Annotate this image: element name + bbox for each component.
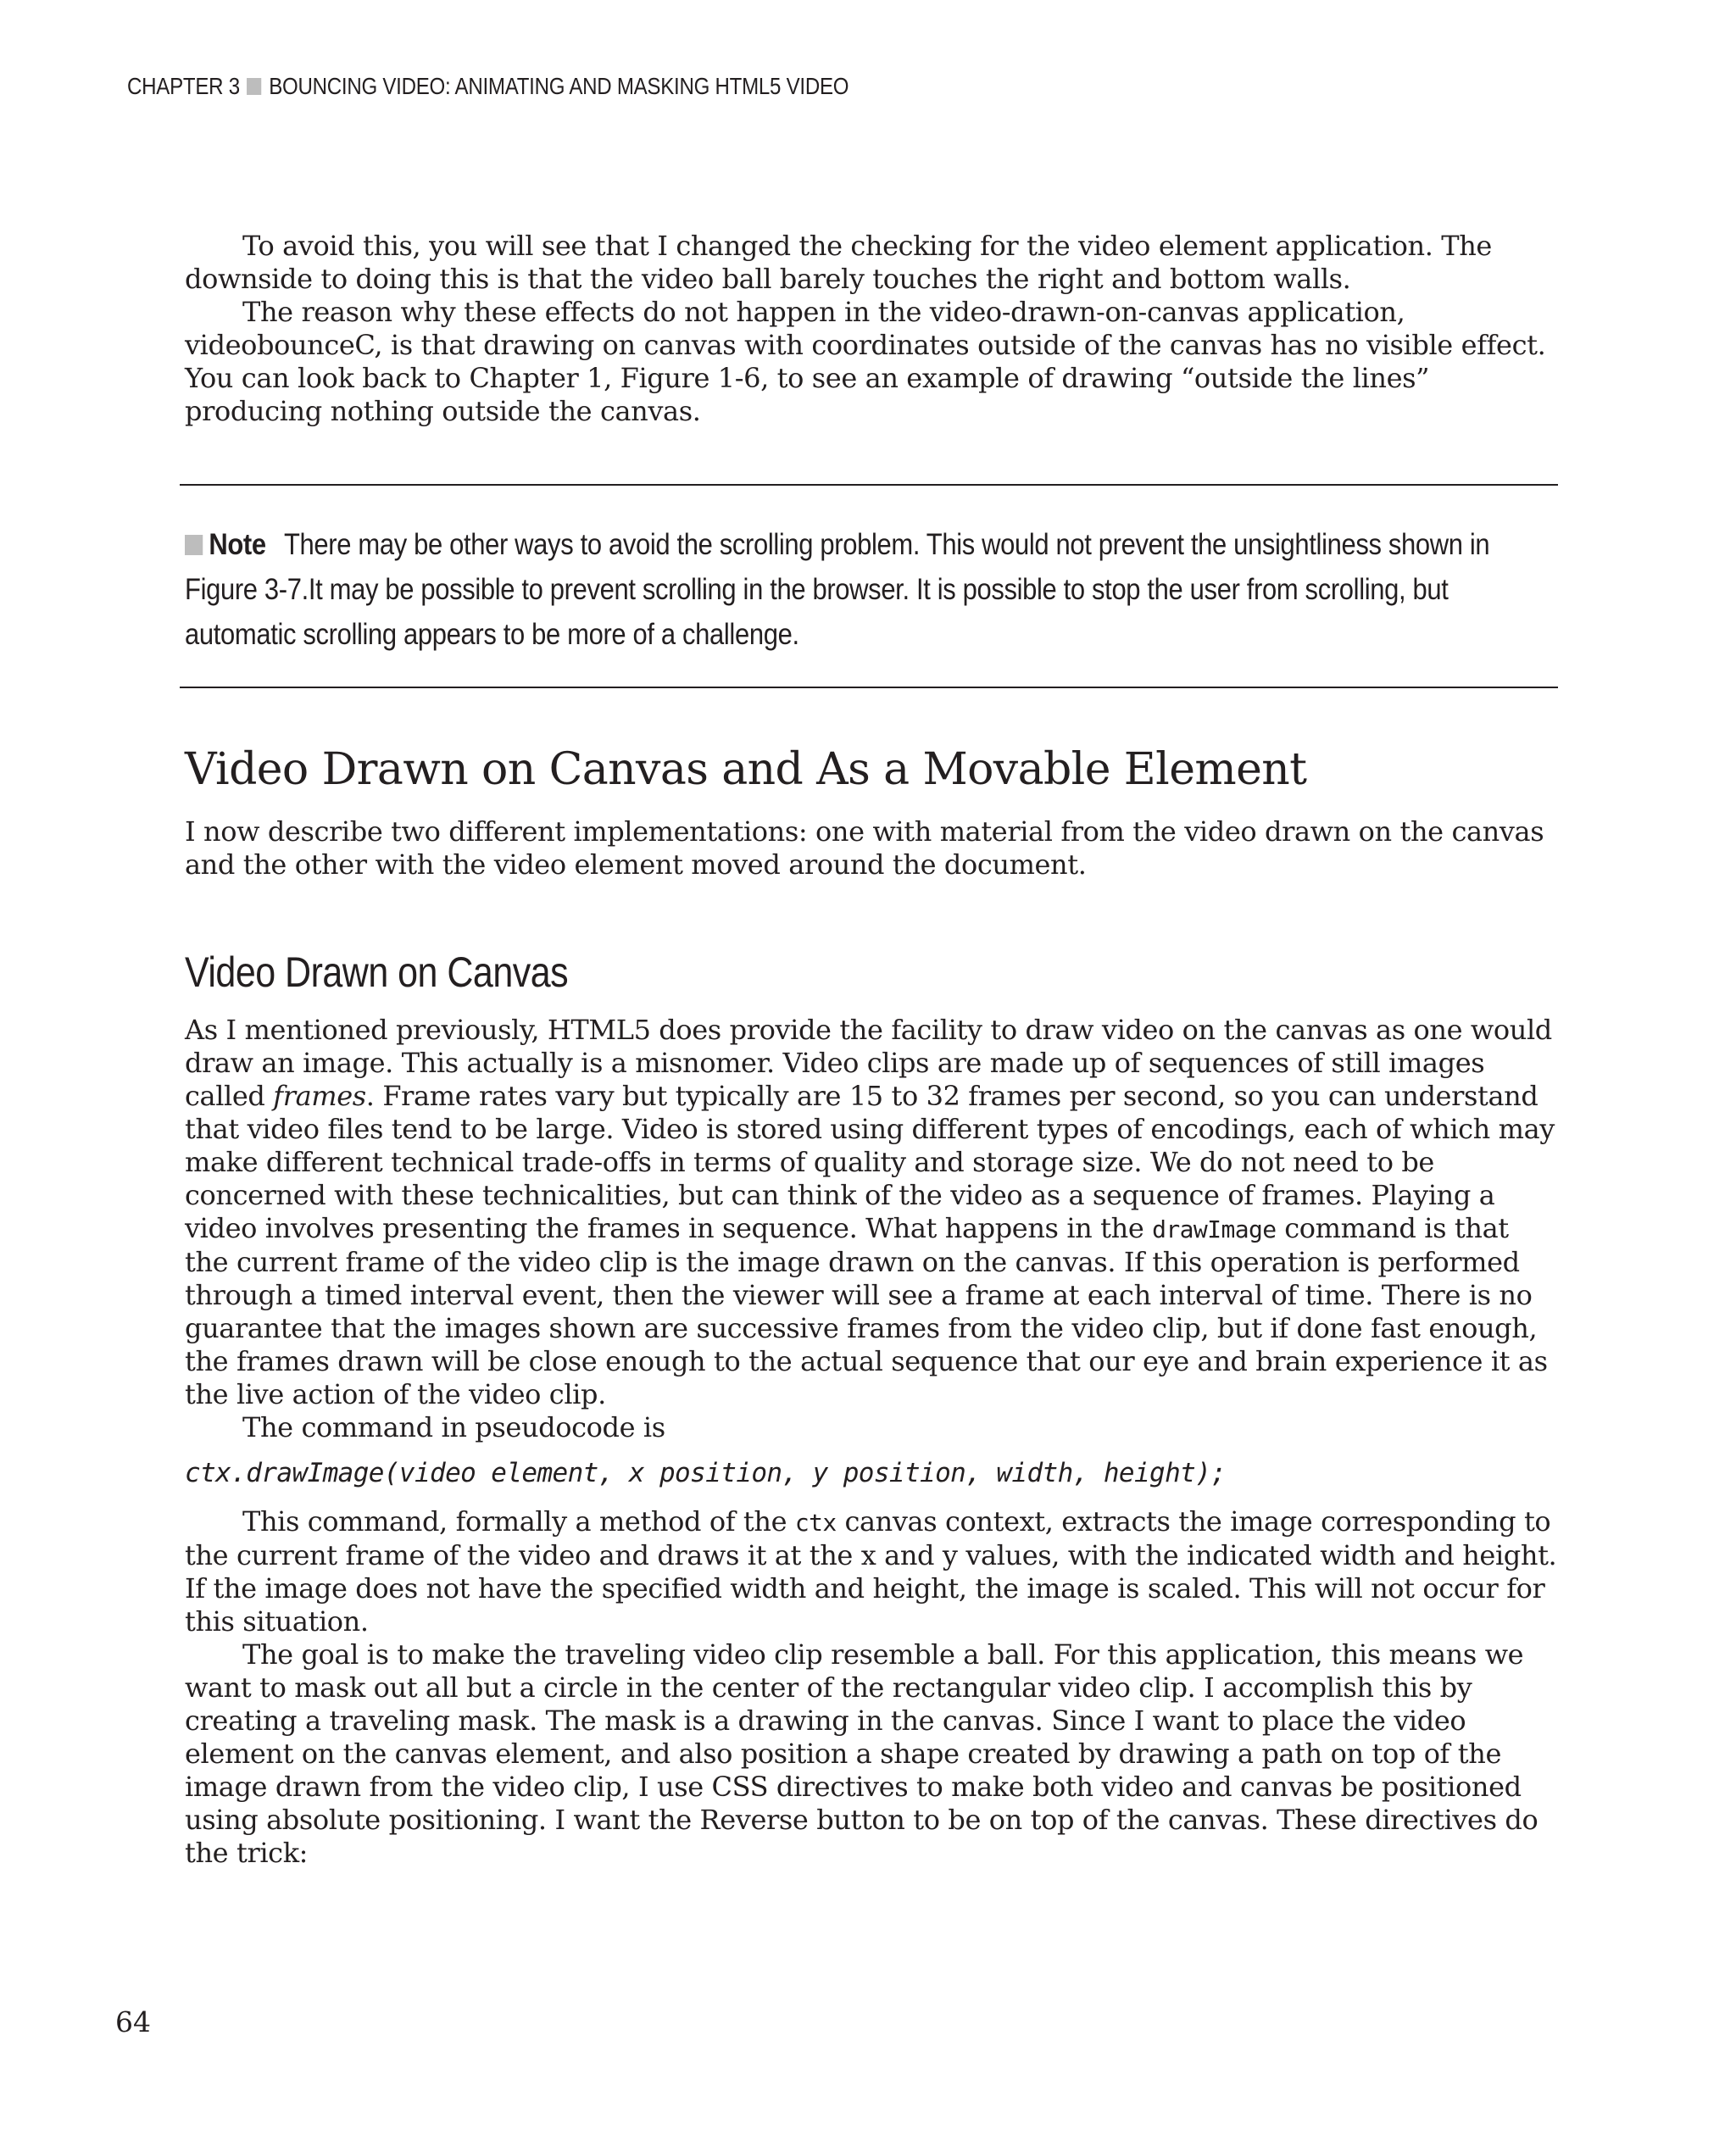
note-top-rule <box>180 484 1558 486</box>
section-heading: Video Drawn on Canvas and As a Movable Element <box>185 744 1307 795</box>
subsection-paragraph-3 <box>185 1505 1558 1638</box>
subsection-body <box>185 1014 1558 1444</box>
subsection-heading: Video Drawn on Canvas <box>185 948 569 996</box>
square-bullet-icon <box>185 535 203 555</box>
intro-paragraph-2: The reason why these effects do not happen in the video-drawn-on-canvas application, videobounceC, is that drawing on canvas with coordinates outside of the canvas has no visible effect. You can look back to Chapter 1, Figure 1-6, to see an example of drawing “outside the lines” producing nothing outside the canvas. <box>185 296 1546 427</box>
paragraph-text: As I mentioned previously, HTML5 does provide the facility to draw video on the canvas as one would draw an image. This actually is a misnomer. Video clips are made up of sequences of still images called <box>185 1014 1552 1112</box>
inline-code-drawimage: drawImage <box>1152 1215 1277 1243</box>
running-head-chapter: CHAPTER 3 <box>127 73 240 99</box>
note-bottom-rule <box>180 687 1558 688</box>
code-example: ctx.drawImage(video element, x position, y position, width, height); <box>185 1458 1227 1488</box>
note-box <box>185 522 1565 657</box>
paragraph-text: canvas context, extracts the image corresponding to the current frame of the video and draws it at the x and y values, with the indicated width and height. If the image does not have the specified width and height, the image is scaled. This will not occur for this situation. <box>185 1505 1557 1638</box>
paragraph-text: This command, formally a method of the <box>242 1505 795 1538</box>
square-bullet-icon <box>247 78 261 95</box>
running-head <box>127 73 849 100</box>
subsection-paragraph-2: The command in pseudocode is <box>242 1411 665 1443</box>
paragraph-text: command is that the current frame of the video clip is the image drawn on the canvas. If this operation is performed through a timed interval event, then the viewer will see a frame at each interval of time. There is no guarantee that the images shown are successive frames from the video clip, but if done fast enough, the frames drawn will be close enough to the actual sequence that our eye and brain experience it as the live action of the video clip. <box>185 1212 1548 1410</box>
subsection-paragraph-1 <box>185 1014 1558 1411</box>
page-number: 64 <box>115 2005 151 2038</box>
inline-code-ctx: ctx <box>794 1509 837 1537</box>
intro-section <box>185 230 1558 428</box>
intro-paragraph-1: To avoid this, you will see that I changed the checking for the video element application. The downside to doing this is that the video ball barely touches the right and bottom walls. <box>185 230 1492 295</box>
note-text: There may be other ways to avoid the scrolling problem. This would not prevent the unsightliness shown in Figure 3-7.It may be possible to prevent scrolling in the browser. It is possible to stop the user from scrolling, but automatic scrolling appears to be more of a challenge. <box>185 528 1490 651</box>
emphasis-frames: frames <box>273 1080 366 1112</box>
subsection-body-continued <box>185 1505 1558 1870</box>
paragraph-text: . Frame rates vary but typically are 15 to 32 frames per second, so you can understand that video files tend to be large. Video is stored using different types of encodings, each of which may make different technical trade-offs in terms of quality and storage size. We do not need to be concerned with these technicalities, but can think of the video as a sequence of frames. Playing a video involves presenting the frames in sequence. What happens in the <box>185 1080 1555 1244</box>
note-label: Note <box>209 528 266 561</box>
section-intro-paragraph: I now describe two different implementations: one with material from the video drawn on the canvas and the other with the video element moved around the document. <box>185 815 1544 881</box>
section-intro <box>185 815 1558 881</box>
running-head-title: BOUNCING VIDEO: ANIMATING AND MASKING HTML5 VIDEO <box>269 73 849 99</box>
subsection-paragraph-4: The goal is to make the traveling video clip resemble a ball. For this application, this means we want to mask out all but a circle in the center of the rectangular video clip. I accomplish this by creating a traveling mask. The mask is a drawing in the canvas. Since I want to place the video element on the canvas element, and also position a shape created by drawing a path on top of the image drawn from the video clip, I use CSS directives to make both video and canvas be positioned using absolute positioning. I want the Reverse button to be on top of the canvas. These directives do the trick: <box>185 1638 1538 1869</box>
